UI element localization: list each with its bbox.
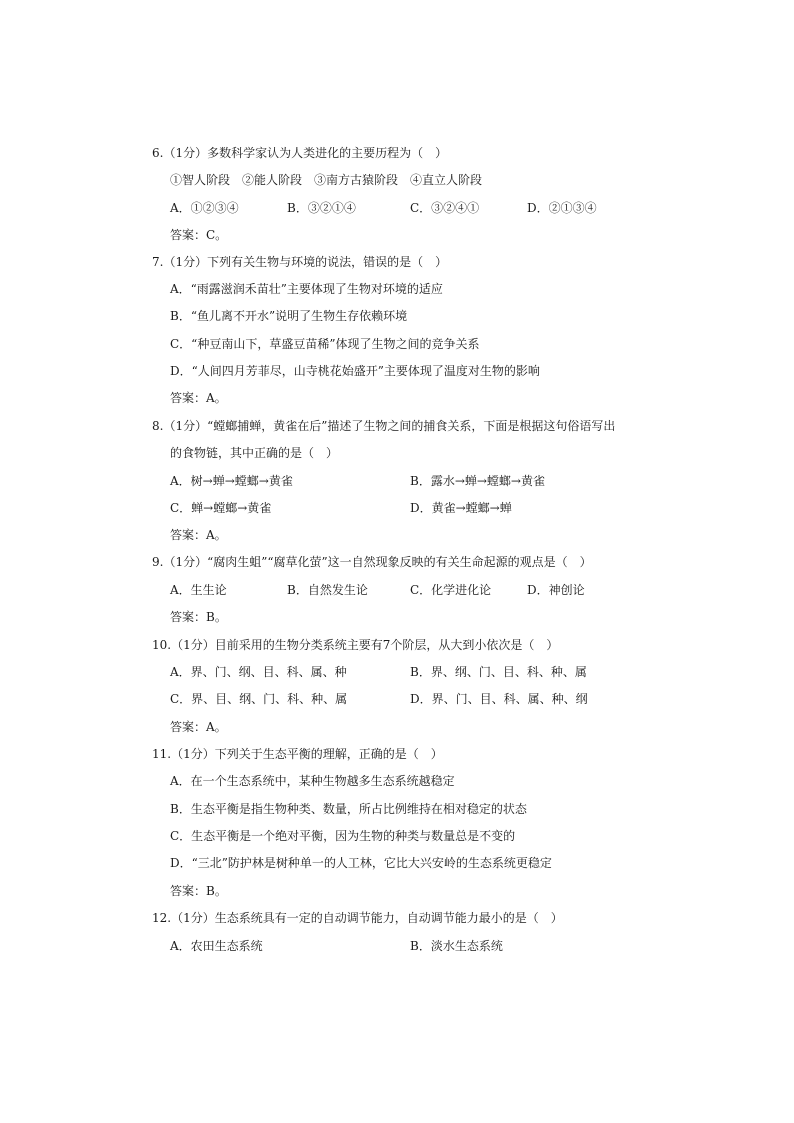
question-6-answer: 答案：C。: [170, 228, 228, 242]
question-8-stem-continued: 的食物链，其中正确的是（ ）: [170, 446, 339, 460]
question-7-option-b: B．“鱼儿离不开水”说明了生物生存依赖环境: [170, 309, 408, 323]
option-a: A．农田生态系统: [170, 939, 263, 953]
question-9-answer: 答案：B。: [170, 610, 227, 624]
question-6-statements: ①智人阶段 ②能人阶段 ③南方古猿阶段 ④直立人阶段: [170, 173, 483, 187]
question-7-answer: 答案：A。: [170, 391, 227, 405]
question-10-stem: 10.（1分）目前采用的生物分类系统主要有7个阶层，从大到小依次是（ ）: [152, 638, 559, 652]
option-b: B．自然发生论: [287, 583, 368, 597]
option-b: B．③②①④: [287, 201, 356, 215]
question-7-stem: 7.（1分）下列有关生物与环境的说法，错误的是（ ）: [152, 255, 448, 269]
option-a: A．①②③④: [170, 201, 239, 215]
option-a: A．树→蝉→螳螂→黄雀: [170, 474, 293, 488]
option-b: B．界、纲、门、目、科、种、属: [410, 665, 587, 679]
option-c: C．③②④①: [410, 201, 480, 215]
option-c: C．化学进化论: [410, 583, 492, 597]
question-6-stem: 6.（1分）多数科学家认为人类进化的主要历程为（ ）: [152, 146, 448, 160]
question-11-answer: 答案：B。: [170, 884, 227, 898]
question-7-option-a: A．“雨露滋润禾苗壮”主要体现了生物对环境的适应: [170, 282, 443, 296]
option-d: D．②①③④: [527, 201, 597, 215]
option-c: C．界、目、纲、门、科、种、属: [170, 692, 348, 706]
option-c: C．蝉→螳螂→黄雀: [170, 501, 272, 515]
question-8-stem: 8.（1分）“螳螂捕蝉，黄雀在后”描述了生物之间的捕食关系，下面是根据这句俗语写出: [152, 419, 616, 433]
question-12-stem: 12.（1分）生态系统具有一定的自动调节能力，自动调节能力最小的是（ ）: [152, 911, 563, 925]
question-7-option-d: D．“人间四月芳菲尽，山寺桃花始盛开”主要体现了温度对生物的影响: [170, 364, 540, 378]
question-7-option-c: C．“种豆南山下，草盛豆苗稀”体现了生物之间的竞争关系: [170, 337, 480, 351]
question-10-answer: 答案：A。: [170, 720, 227, 734]
question-9-stem: 9.（1分）“腐肉生蛆”“腐草化萤”这一自然现象反映的有关生命起源的观点是（ ）: [152, 555, 592, 569]
question-11-option-c: C．生态平衡是一个绝对平衡，因为生物的种类与数量总是不变的: [170, 829, 516, 843]
question-11-option-d: D．“三北”防护林是树种单一的人工林，它比大兴安岭的生态系统更稳定: [170, 856, 552, 870]
option-b: B．淡水生态系统: [410, 939, 503, 953]
question-11-option-b: B．生态平衡是指生物种类、数量，所占比例维持在相对稳定的状态: [170, 802, 527, 816]
question-11-option-a: A．在一个生态系统中，某种生物越多生态系统越稳定: [170, 774, 455, 788]
option-d: D．黄雀→螳螂→蝉: [410, 501, 512, 515]
option-a: A．生生论: [170, 583, 227, 597]
option-d: D．神创论: [527, 583, 585, 597]
option-d: D．界、门、目、科、属、种、纲: [410, 692, 588, 706]
question-8-answer: 答案：A。: [170, 528, 227, 542]
question-11-stem: 11.（1分）下列关于生态平衡的理解，正确的是（ ）: [152, 747, 443, 761]
option-b: B．露水→蝉→螳螂→黄雀: [410, 474, 545, 488]
option-a: A．界、门、纲、目、科、属、种: [170, 665, 347, 679]
